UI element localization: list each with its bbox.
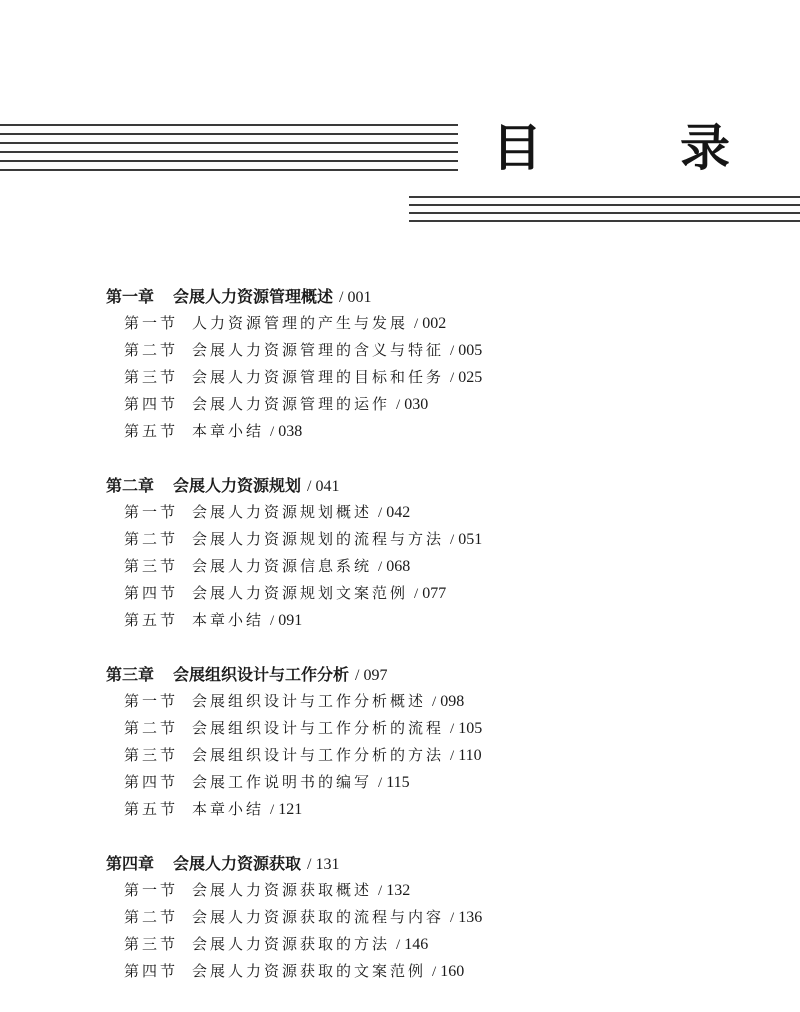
- section-entry[interactable]: [106, 337, 746, 364]
- section-entry[interactable]: [106, 526, 746, 553]
- page-separator: /: [270, 613, 275, 629]
- chapter-block: [106, 283, 746, 445]
- section-number: 第一节: [124, 881, 179, 899]
- page-separator: /: [414, 586, 419, 602]
- section-number: 第五节: [124, 800, 179, 818]
- chapter-number: 第一章: [106, 287, 155, 306]
- chapter-heading[interactable]: [106, 283, 746, 310]
- section-title: 会展人力资源管理的运作: [192, 395, 391, 413]
- section-title: 本章小结: [192, 422, 265, 440]
- decorative-rules-left: [0, 124, 458, 172]
- section-page-number: 091: [278, 612, 303, 629]
- section-page-number: 136: [458, 909, 483, 926]
- section-page-number: 105: [458, 720, 483, 737]
- section-title: 会展人力资源规划概述: [192, 503, 373, 521]
- section-number: 第五节: [124, 611, 179, 629]
- section-number: 第一节: [124, 503, 179, 521]
- page-separator: /: [270, 424, 275, 440]
- chapter-number: 第四章: [106, 854, 155, 873]
- page-separator: /: [339, 289, 344, 306]
- section-number: 第四节: [124, 395, 179, 413]
- section-number: 第三节: [124, 935, 179, 953]
- section-title: 会展人力资源规划的流程与方法: [192, 530, 445, 548]
- chapter-title: 会展人力资源获取: [173, 854, 302, 873]
- section-number: 第四节: [124, 773, 179, 791]
- section-page-number: 121: [278, 801, 303, 818]
- section-title: 会展人力资源获取的文案范例: [192, 962, 427, 980]
- section-number: 第一节: [124, 692, 179, 710]
- section-page-number: 115: [386, 774, 410, 791]
- section-page-number: 132: [386, 882, 411, 899]
- page-separator: /: [270, 802, 275, 818]
- section-title: 会展人力资源管理的含义与特征: [192, 341, 445, 359]
- page-separator: /: [414, 316, 419, 332]
- page-separator: /: [378, 559, 383, 575]
- page-separator: /: [432, 694, 437, 710]
- section-page-number: 025: [458, 369, 483, 386]
- section-entry[interactable]: [106, 364, 746, 391]
- chapter-number: 第三章: [106, 665, 155, 684]
- section-page-number: 051: [458, 531, 483, 548]
- chapter-page-number: 041: [315, 478, 340, 495]
- section-entry[interactable]: [106, 418, 746, 445]
- section-entry[interactable]: [106, 958, 746, 985]
- page-separator: /: [450, 910, 455, 926]
- section-page-number: 042: [386, 504, 411, 521]
- section-page-number: 005: [458, 342, 483, 359]
- section-page-number: 002: [422, 315, 447, 332]
- chapter-title: 会展人力资源管理概述: [173, 287, 334, 306]
- page-title: 目 录: [492, 118, 774, 177]
- chapter-page-number: 131: [315, 856, 340, 873]
- section-entry[interactable]: [106, 742, 746, 769]
- section-number: 第二节: [124, 530, 179, 548]
- page-separator: /: [355, 667, 360, 684]
- chapter-number: 第二章: [106, 476, 155, 495]
- section-page-number: 038: [278, 423, 303, 440]
- chapter-page-number: 097: [363, 667, 388, 684]
- chapter-heading[interactable]: [106, 850, 746, 877]
- section-title: 会展人力资源信息系统: [192, 557, 373, 575]
- section-page-number: 110: [458, 747, 482, 764]
- section-entry[interactable]: [106, 904, 746, 931]
- section-number: 第二节: [124, 908, 179, 926]
- section-number: 第二节: [124, 719, 179, 737]
- table-of-contents: [106, 283, 746, 1012]
- section-title: 会展组织设计与工作分析的流程: [192, 719, 445, 737]
- section-title: 人力资源管理的产生与发展: [192, 314, 409, 332]
- decorative-rules-right: [409, 196, 800, 222]
- page-separator: /: [450, 370, 455, 386]
- chapter-title: 会展组织设计与工作分析: [173, 665, 350, 684]
- page-separator: /: [378, 505, 383, 521]
- page-separator: /: [450, 532, 455, 548]
- section-page-number: 030: [404, 396, 429, 413]
- section-number: 第四节: [124, 962, 179, 980]
- section-number: 第三节: [124, 746, 179, 764]
- page-separator: /: [378, 883, 383, 899]
- section-number: 第五节: [124, 422, 179, 440]
- section-title: 会展组织设计与工作分析概述: [192, 692, 427, 710]
- section-number: 第四节: [124, 584, 179, 602]
- page-separator: /: [307, 856, 312, 873]
- section-title: 会展人力资源规划文案范例: [192, 584, 409, 602]
- section-entry[interactable]: [106, 688, 746, 715]
- section-title: 会展组织设计与工作分析的方法: [192, 746, 445, 764]
- chapter-block: [106, 472, 746, 634]
- section-title: 会展人力资源获取的流程与内容: [192, 908, 445, 926]
- section-entry[interactable]: [106, 391, 746, 418]
- section-title: 会展人力资源获取概述: [192, 881, 373, 899]
- chapter-heading[interactable]: [106, 661, 746, 688]
- chapter-title: 会展人力资源规划: [173, 476, 302, 495]
- page-separator: /: [450, 343, 455, 359]
- chapter-heading[interactable]: [106, 472, 746, 499]
- section-title: 本章小结: [192, 611, 265, 629]
- page-separator: /: [307, 478, 312, 495]
- section-number: 第三节: [124, 368, 179, 386]
- section-entry[interactable]: [106, 310, 746, 337]
- section-page-number: 146: [404, 936, 429, 953]
- section-title: 本章小结: [192, 800, 265, 818]
- section-entry[interactable]: [106, 715, 746, 742]
- section-entry[interactable]: [106, 769, 746, 796]
- page-separator: /: [432, 964, 437, 980]
- chapter-block: [106, 850, 746, 985]
- section-number: 第三节: [124, 557, 179, 575]
- section-entry[interactable]: [106, 499, 746, 526]
- chapter-page-number: 001: [347, 289, 372, 306]
- section-number: 第二节: [124, 341, 179, 359]
- page-separator: /: [396, 397, 401, 413]
- section-page-number: 098: [440, 693, 465, 710]
- page-separator: /: [450, 721, 455, 737]
- page-separator: /: [378, 775, 383, 791]
- section-entry[interactable]: [106, 877, 746, 904]
- section-title: 会展人力资源管理的目标和任务: [192, 368, 445, 386]
- section-entry[interactable]: [106, 796, 746, 823]
- page-separator: /: [450, 748, 455, 764]
- section-page-number: 077: [422, 585, 447, 602]
- chapter-block: [106, 661, 746, 823]
- section-page-number: 160: [440, 963, 465, 980]
- section-page-number: 068: [386, 558, 411, 575]
- section-number: 第一节: [124, 314, 179, 332]
- section-entry[interactable]: [106, 580, 746, 607]
- section-title: 会展人力资源获取的方法: [192, 935, 391, 953]
- section-title: 会展工作说明书的编写: [192, 773, 373, 791]
- section-entry[interactable]: [106, 553, 746, 580]
- section-entry[interactable]: [106, 607, 746, 634]
- page-separator: /: [396, 937, 401, 953]
- section-entry[interactable]: [106, 931, 746, 958]
